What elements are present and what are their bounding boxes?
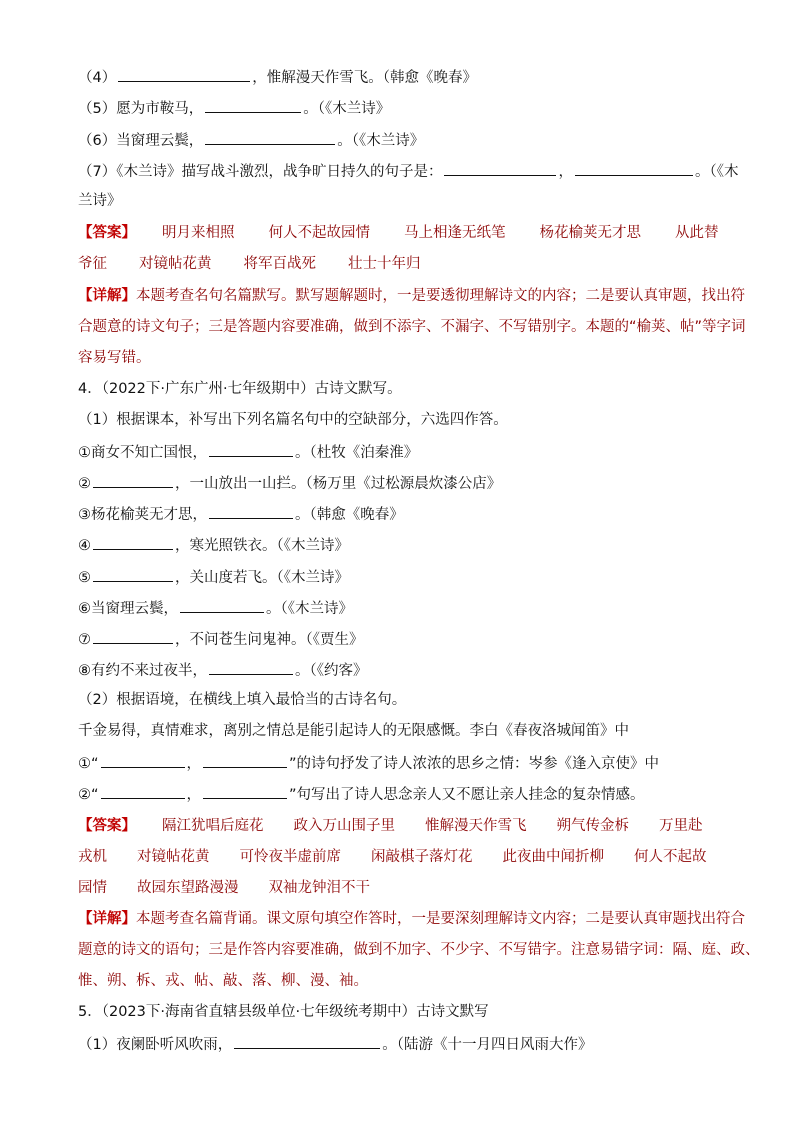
answer-item: 何人不起故园情 xyxy=(268,225,370,241)
answer-blank xyxy=(209,441,293,457)
question-line xyxy=(78,503,404,523)
explanation-text: 题意的诗文的语句；三是作答内容要准确，做到不加字、不少字、不写错字。注意易错字词：隔、庭、政、 xyxy=(78,942,760,958)
answer-item: 此夜曲中闻折柳 xyxy=(502,849,604,865)
answer-item: 闲敲棋子落灯花 xyxy=(371,849,473,865)
question-text: ，关山度若飞。（《木兰诗》 xyxy=(175,570,349,586)
question-text: 千金易得，真情难求，离别之情总是能引起诗人的无限感慨。李白《春夜洛城闻笛》中 xyxy=(78,723,629,739)
explanation-line xyxy=(78,317,746,337)
question-text: ，寒光照铁衣。（《木兰诗》 xyxy=(175,538,349,554)
explanation-text: 合题意的诗文句子；三是答题内容要准确，做到不添字、不漏字、不写错别字。本题的“榆荚、帖”等字词 xyxy=(78,319,746,335)
question-title: 5．（2023下·海南省直辖县级单位·七年级统考期中）古诗文默写 xyxy=(78,1004,489,1020)
explanation-line xyxy=(78,286,745,306)
answer-blank xyxy=(93,534,173,550)
question-text: （2）根据语境，在横线上填入最恰当的古诗名句。 xyxy=(78,692,407,708)
answer-blank xyxy=(180,597,264,613)
answer-blank xyxy=(205,97,301,113)
question-text: ，不问苍生问鬼神。（《贾生》 xyxy=(175,632,364,648)
answer-blank xyxy=(101,783,185,799)
answer-tag: 【答案】 xyxy=(78,818,136,834)
question-text: ”句写出了诗人思念亲人又不愿让亲人挂念的复杂情感。 xyxy=(289,787,645,803)
question-line xyxy=(78,783,645,803)
question-heading xyxy=(78,1002,489,1022)
question-line xyxy=(78,690,406,710)
answer-item: 对镜帖花黄 xyxy=(139,256,212,272)
explanation-text: 本题考查名句名篇默写。默写题解题时，一是要透彻理解诗文的内容；二是要认真审题，找出符 xyxy=(136,288,745,304)
question-line xyxy=(78,628,364,648)
question-text: 。（《木兰诗》 xyxy=(337,133,425,149)
question-text: ， xyxy=(186,787,202,803)
question-line xyxy=(78,566,349,586)
answer-blank xyxy=(234,1033,380,1049)
question-text: ①“ xyxy=(78,756,99,772)
answer-line xyxy=(78,878,370,898)
question-line xyxy=(78,160,738,180)
answer-blank xyxy=(118,66,250,82)
question-line xyxy=(78,129,424,149)
answer-blank xyxy=(209,659,293,675)
answer-item: 明月来相照 xyxy=(162,225,235,241)
question-text: ， xyxy=(558,164,573,180)
answer-line xyxy=(78,816,703,836)
question-text: （7）《木兰诗》描写战斗激烈，战争旷日持久的句子是： xyxy=(78,164,443,180)
answer-blank xyxy=(205,129,335,145)
answer-item: 双袖龙钟泪不干 xyxy=(268,880,370,896)
question-text: ⑤ xyxy=(78,570,91,586)
question-line xyxy=(78,1033,592,1053)
question-text: 。（陆游《十一月四日风雨大作》 xyxy=(382,1037,593,1053)
answer-blank xyxy=(444,160,556,176)
question-line xyxy=(78,441,418,461)
question-text: 。（《约客》 xyxy=(295,663,368,679)
question-text: 。（《木 xyxy=(694,164,739,180)
explanation-line xyxy=(78,909,745,929)
question-text: ①商女不知亡国恨， xyxy=(78,445,207,461)
question-line xyxy=(78,410,508,430)
question-text: 。（韩愈《晚春》 xyxy=(295,507,404,523)
answer-item: 杨花榆荚无才思 xyxy=(539,225,641,241)
question-text: ”的诗句抒发了诗人浓浓的思乡之情：岑参《逢入京使》中 xyxy=(289,756,660,772)
question-text: （5）愿为市鞍马， xyxy=(78,101,204,117)
question-text: ③杨花榆荚无才思， xyxy=(78,507,207,523)
question-text: 。（《木兰诗》 xyxy=(303,101,391,117)
question-line xyxy=(78,97,390,117)
question-title: 4．（2022下·广东广州·七年级期中）古诗文默写。 xyxy=(78,381,402,397)
question-heading xyxy=(78,379,402,399)
answer-item: 政入万山围子里 xyxy=(293,818,395,834)
answer-blank xyxy=(93,566,173,582)
question-text: ⑧有约不来过夜半， xyxy=(78,663,207,679)
question-line xyxy=(78,191,122,211)
question-text: （4） xyxy=(78,70,117,86)
answer-item: 爷征 xyxy=(78,256,107,272)
question-line xyxy=(78,472,501,492)
answer-line xyxy=(78,254,421,274)
answer-item: 戎机 xyxy=(78,849,107,865)
question-text: ，一山放出一山拦。（杨万里《过松源晨炊漆公店》 xyxy=(175,476,502,492)
question-text: ②“ xyxy=(78,787,99,803)
answer-item: 从此替 xyxy=(675,225,719,241)
explanation-text: 容易写错。 xyxy=(78,350,151,366)
question-text: ， xyxy=(186,756,202,772)
question-text: ，惟解漫天作雪飞。（韩愈《晚春》 xyxy=(252,70,477,86)
answer-item: 马上相逢无纸笔 xyxy=(404,225,506,241)
answer-item: 何人不起故 xyxy=(634,849,707,865)
explanation-line xyxy=(78,348,151,368)
question-text: ⑦ xyxy=(78,632,91,648)
explanation-tag: 【详解】 xyxy=(78,911,136,927)
question-line xyxy=(78,534,349,554)
explanation-line xyxy=(78,940,760,960)
question-line xyxy=(78,659,368,679)
answer-item: 故园东望路漫漫 xyxy=(137,880,239,896)
explanation-line xyxy=(78,971,368,991)
question-text: 。（杜牧《泊秦淮》 xyxy=(295,445,419,461)
question-text: （1）根据课本，补写出下列名篇名句中的空缺部分，六选四作答。 xyxy=(78,412,508,428)
question-text: 兰诗》 xyxy=(78,193,122,209)
explanation-tag: 【详解】 xyxy=(78,288,136,304)
explanation-text: 本题考查名篇背诵。课文原句填空作答时，一是要深刻理解诗文内容；二是要认真审题找出符合 xyxy=(136,911,745,927)
question-line xyxy=(78,721,629,741)
answer-item: 万里赴 xyxy=(659,818,703,834)
answer-blank xyxy=(575,160,693,176)
answer-line xyxy=(78,223,719,243)
answer-tag: 【答案】 xyxy=(78,225,136,241)
answer-item: 可怜夜半虚前席 xyxy=(239,849,341,865)
question-text: ⑥当窗理云鬓， xyxy=(78,601,178,617)
answer-item: 惟解漫天作雪飞 xyxy=(425,818,527,834)
answer-item: 壮士十年归 xyxy=(348,256,421,272)
question-text: （1）夜阑卧听风吹雨， xyxy=(78,1037,233,1053)
answer-blank xyxy=(93,628,173,644)
answer-item: 对镜帖花黄 xyxy=(137,849,210,865)
answer-line xyxy=(78,847,707,867)
question-text: （6）当窗理云鬓， xyxy=(78,133,204,149)
answer-blank xyxy=(203,752,287,768)
answer-blank xyxy=(203,783,287,799)
question-text: 。（《木兰诗》 xyxy=(266,601,353,617)
question-text: ④ xyxy=(78,538,91,554)
answer-blank xyxy=(209,503,293,519)
answer-blank xyxy=(101,752,185,768)
explanation-text: 惟、朔、柝、戎、帖、敲、落、柳、漫、袖。 xyxy=(78,973,368,989)
question-text: ② xyxy=(78,476,91,492)
answer-blank xyxy=(93,472,173,488)
answer-item: 将军百战死 xyxy=(243,256,316,272)
question-line xyxy=(78,752,659,772)
question-line xyxy=(78,597,353,617)
question-line xyxy=(78,66,477,86)
answer-item: 隔江犹唱后庭花 xyxy=(162,818,264,834)
answer-item: 园情 xyxy=(78,880,107,896)
answer-item: 朔气传金柝 xyxy=(556,818,629,834)
